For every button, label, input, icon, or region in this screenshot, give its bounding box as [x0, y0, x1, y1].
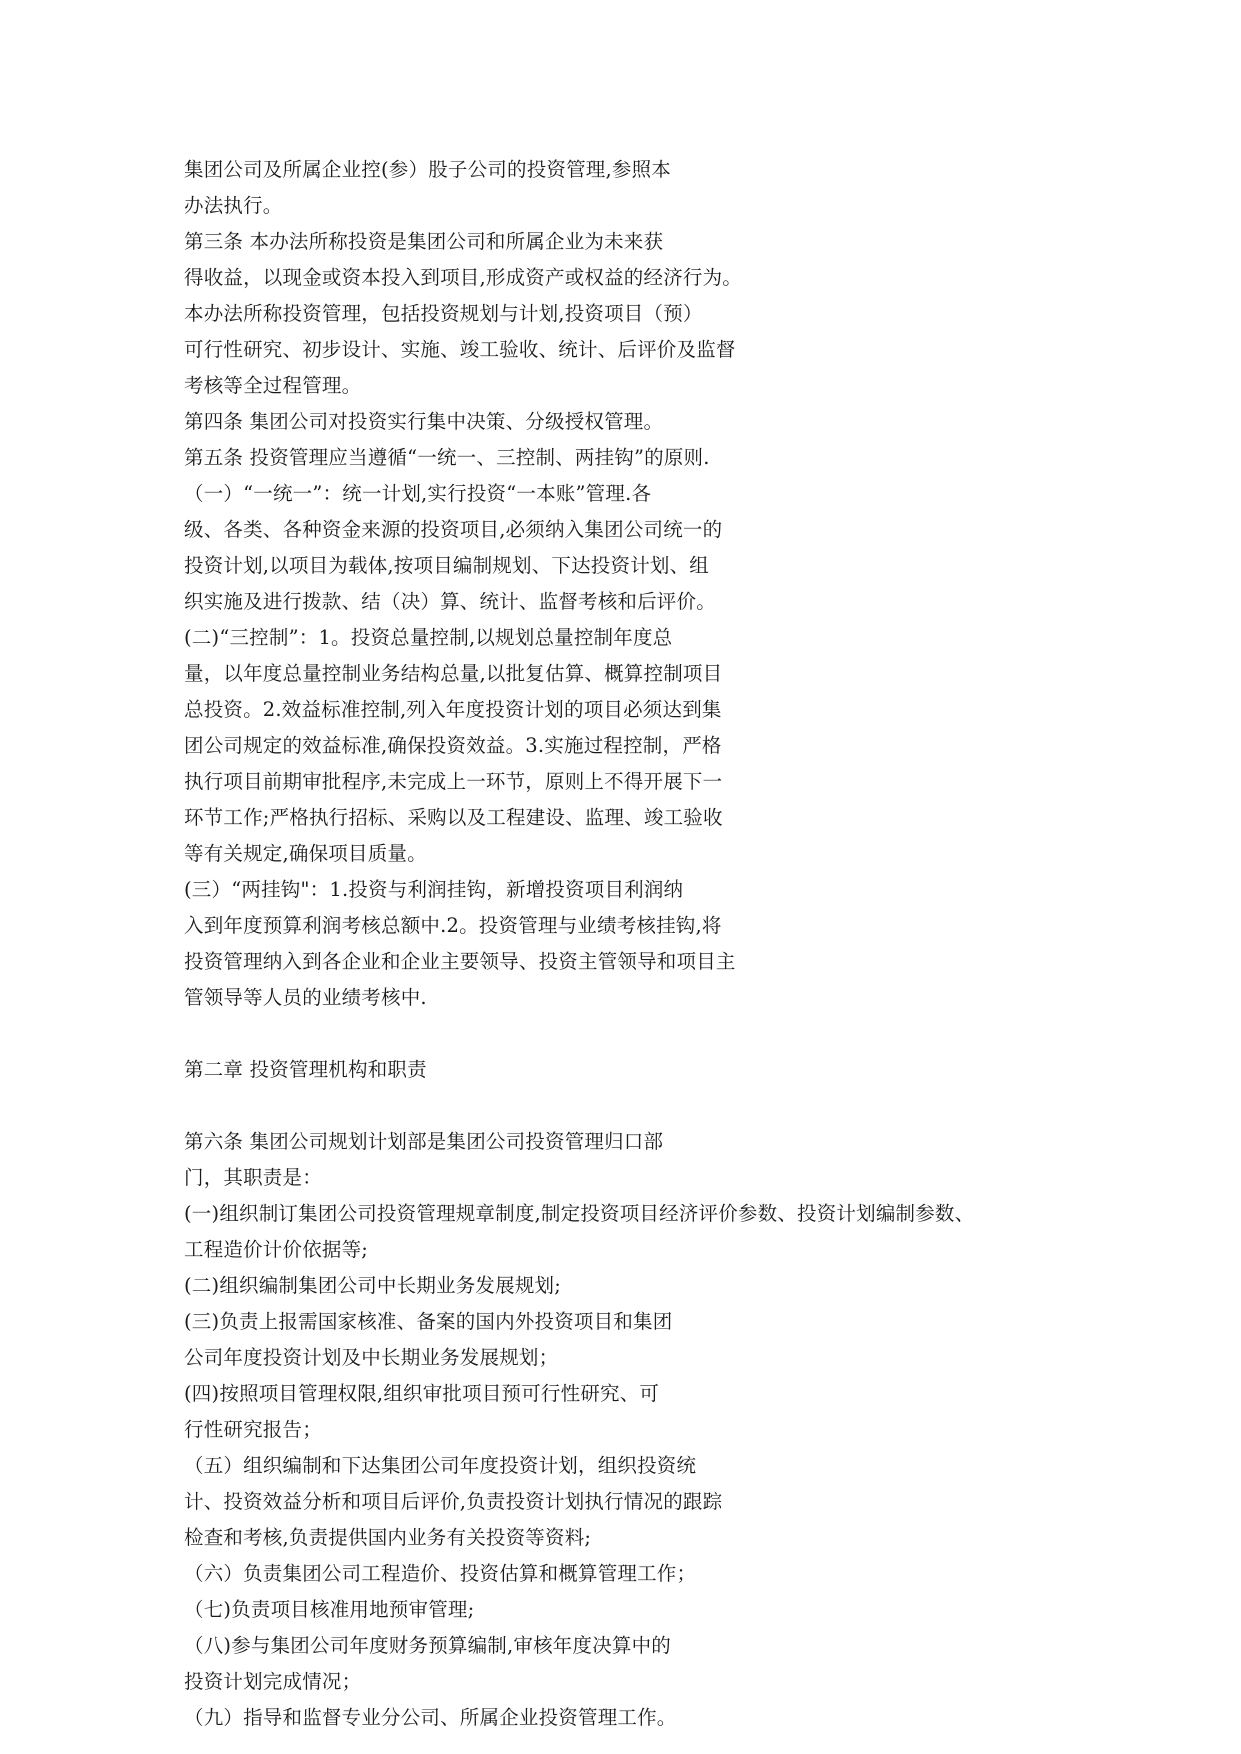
- text-line: (二)组织编制集团公司中长期业务发展规划;: [184, 1274, 561, 1297]
- text-line: （一）“一统一”：统一计划,实行投资“一本账”管理.各: [184, 482, 652, 505]
- text-line: 可行性研究、初步设计、实施、竣工验收、统计、后评价及监督: [184, 338, 736, 361]
- text-line: 计、投资效益分析和项目后评价,负责投资计划执行情况的跟踪: [184, 1490, 723, 1513]
- text-line: 门，其职责是：: [184, 1166, 322, 1189]
- text-line: 团公司规定的效益标准,确保投资效益。3.实施过程控制，严格: [184, 734, 722, 757]
- text-line: 本办法所称投资管理，包括投资规划与计划,投资项目（预）: [184, 302, 703, 325]
- text-line: 等有关规定,确保项目质量。: [184, 842, 427, 865]
- text-line: 行性研究报告；: [184, 1418, 322, 1441]
- text-line: 得收益，以现金或资本投入到项目,形成资产或权益的经济行为。: [184, 266, 742, 289]
- text-line: 工程造价计价依据等;: [184, 1238, 369, 1261]
- text-line: 织实施及进行拨款、结（决）算、统计、监督考核和后评价。: [184, 590, 716, 613]
- text-line: 执行项目前期审批程序,未完成上一环节，原则上不得开展下一: [184, 770, 723, 793]
- text-line: (四)按照项目管理权限,组织审批项目预可行性研究、可: [184, 1382, 660, 1405]
- text-line: 投资计划完成情况；: [184, 1670, 362, 1693]
- document-body: [184, 152, 1184, 1736]
- text-line: 投资计划,以项目为载体,按项目编制规划、下达投资计划、组: [184, 554, 709, 577]
- text-line: （七)负责项目核准用地预审管理;: [184, 1598, 475, 1621]
- blank-line: [184, 1088, 1184, 1124]
- text-line: (三)负责上报需国家核准、备案的国内外投资项目和集团: [184, 1310, 673, 1333]
- text-line: (一)组织制订集团公司投资管理规章制度,制定投资项目经济评价参数、投资计划编制参数、: [184, 1202, 975, 1225]
- article-3-heading: 第三条 本办法所称投资是集团公司和所属企业为未来获: [184, 230, 664, 253]
- article-6-heading: 第六条 集团公司规划计划部是集团公司投资管理归口部: [184, 1130, 664, 1153]
- text-line: 检查和考核,负责提供国内业务有关投资等资料;: [184, 1526, 592, 1549]
- text-line: (二)“三控制”：1。投资总量控制,以规划总量控制年度总: [184, 626, 673, 649]
- text-line: 集团公司及所属企业控(参）股子公司的投资管理,参照本: [184, 158, 672, 181]
- text-line: 级、各类、各种资金来源的投资项目,必须纳入集团公司统一的: [184, 518, 723, 541]
- text-line: （五）组织编制和下达集团公司年度投资计划，组织投资统: [184, 1454, 697, 1477]
- text-line: 管领导等人员的业绩考核中.: [184, 986, 427, 1009]
- text-line: 总投资。2.效益标准控制,列入年度投资计划的项目必须达到集: [184, 698, 722, 721]
- text-line: （六）负责集团公司工程造价、投资估算和概算管理工作；: [184, 1562, 697, 1585]
- text-line: 办法执行。: [184, 194, 283, 217]
- text-line: 入到年度预算利润考核总额中.2。投资管理与业绩考核挂钩,将: [184, 914, 722, 937]
- article-4-heading: 第四条 集团公司对投资实行集中决策、分级授权管理。: [184, 410, 664, 433]
- text-line: 投资管理纳入到各企业和企业主要领导、投资主管领导和项目主: [184, 950, 736, 973]
- chapter-2-heading: 第二章 投资管理机构和职责: [184, 1058, 427, 1081]
- text-line: 公司年度投资计划及中长期业务发展规划；: [184, 1346, 559, 1369]
- blank-line: [184, 1016, 1184, 1052]
- text-line: 环节工作;严格执行招标、采购以及工程建设、监理、竣工验收: [184, 806, 723, 829]
- article-5-heading: 第五条 投资管理应当遵循“一统一、三控制、两挂钩”的原则.: [184, 446, 710, 469]
- text-line: （八)参与集团公司年度财务预算编制,审核年度决算中的: [184, 1634, 672, 1657]
- text-line: 量，以年度总量控制业务结构总量,以批复估算、概算控制项目: [184, 662, 723, 685]
- text-line: （九）指导和监督专业分公司、所属企业投资管理工作。: [184, 1706, 677, 1729]
- text-line: 考核等全过程管理。: [184, 374, 362, 397]
- text-line: (三）“两挂钩"：1.投资与利润挂钩，新增投资项目利润纳: [184, 878, 684, 901]
